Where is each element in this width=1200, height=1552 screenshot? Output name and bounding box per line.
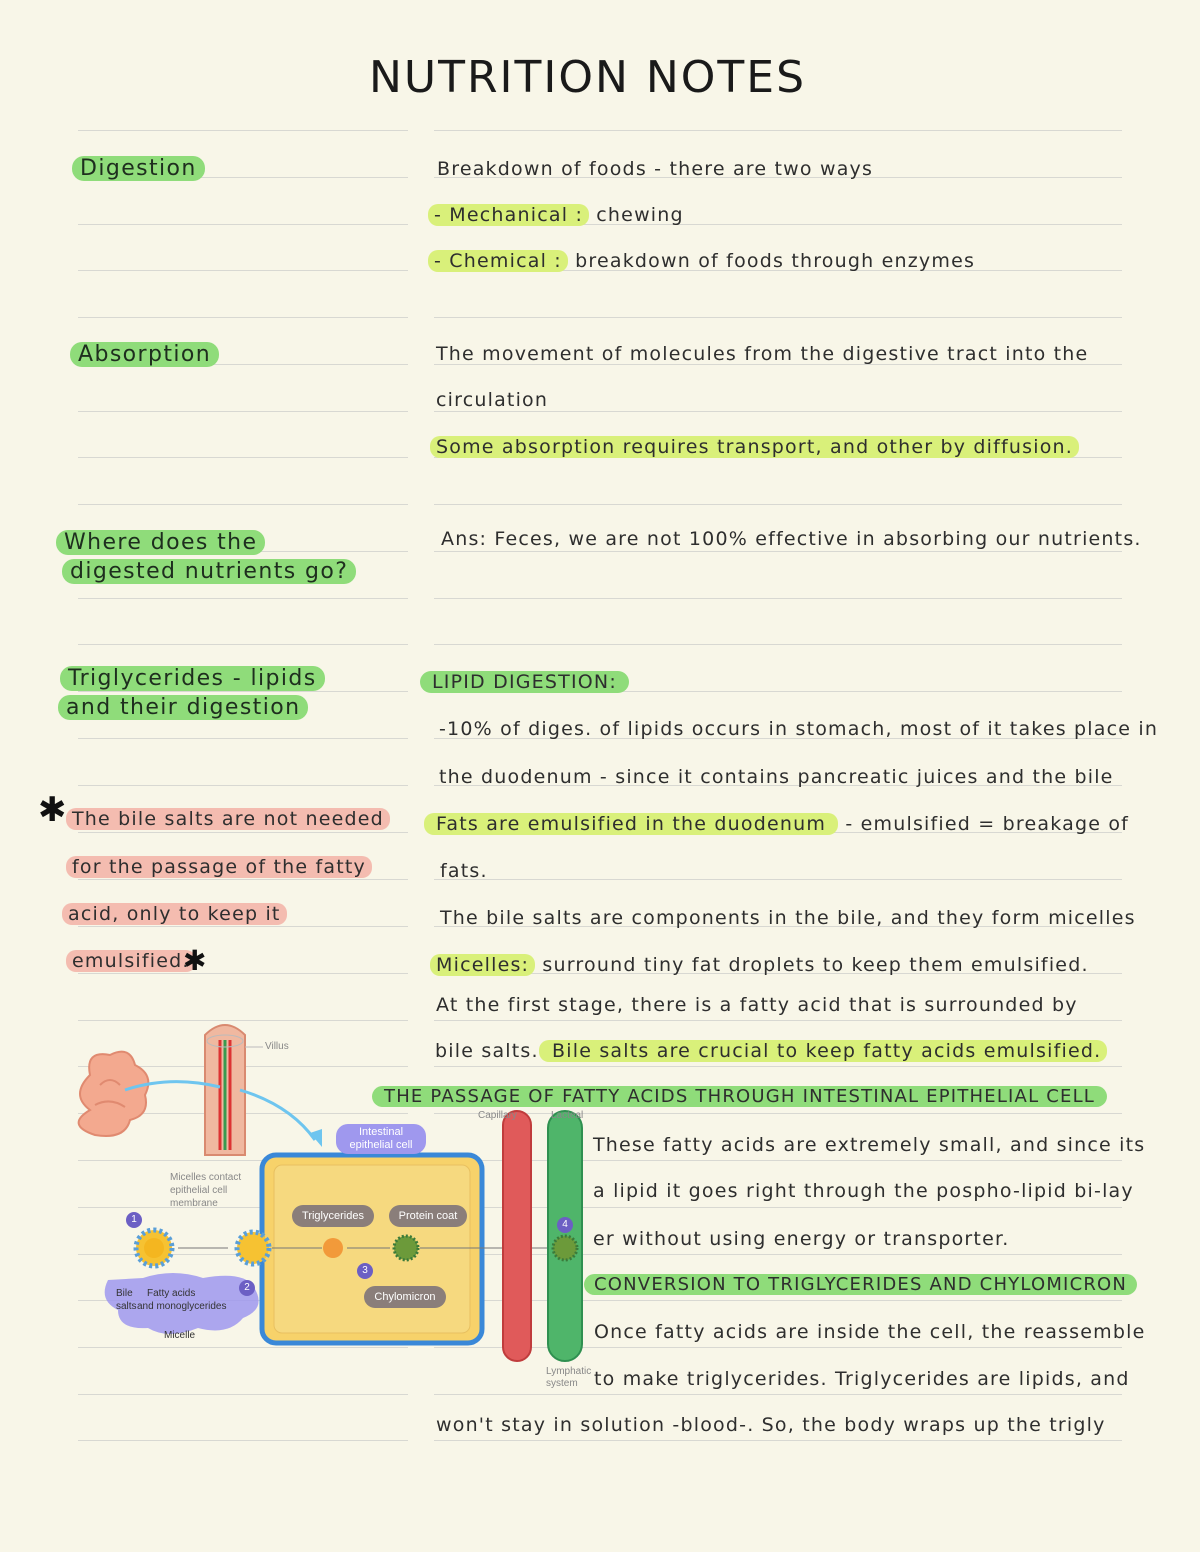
micelles-highlight: Micelles: (430, 954, 535, 976)
small-intestine-icon (79, 1052, 149, 1136)
passage-line2: a lipid it goes right through the pospho-lipid bi-lay (593, 1180, 1134, 1202)
conversion-line3: won't stay in solution -blood-. So, the body wraps up the trigly (436, 1414, 1106, 1436)
ruled-line (78, 598, 408, 599)
heading-triglycerides-line1: Triglycerides - lipids (60, 666, 325, 691)
lipid-line1: -10% of diges. of lipids occurs in stomach, most of it takes place in (439, 718, 1159, 740)
ruled-line (78, 973, 408, 974)
note-bile-line4: emulsified. (66, 950, 196, 972)
label-triglycerides: Triglycerides (292, 1205, 374, 1227)
lipid-line5: The bile salts are components in the bile, and they form micelles (440, 907, 1136, 929)
ruled-line (78, 926, 408, 927)
ruled-line (434, 551, 1122, 552)
ruled-line (78, 691, 408, 692)
label-salts: salts (116, 1301, 137, 1312)
capillary-vessel (503, 1111, 531, 1361)
label-protein-coat: Protein coat (389, 1205, 467, 1227)
label-intestinal-cell: Intestinal epithelial cell (336, 1124, 426, 1154)
heading-triglycerides-line2: and their digestion (58, 695, 308, 720)
digestion-line2: - Mechanical : chewing (428, 204, 684, 226)
ruled-line (78, 270, 408, 271)
label-micelles-contact: Micelles contact epithelial cell membrane (170, 1172, 242, 1209)
ruled-line (78, 130, 408, 131)
chylomicron-icon (553, 1236, 577, 1260)
chemical-highlight: - Chemical : (428, 250, 568, 272)
passage-heading: THE PASSAGE OF FATTY ACIDS THROUGH INTESTINAL EPITHELIAL CELL (372, 1086, 1107, 1107)
step-2-badge: 2 (239, 1280, 255, 1296)
ruled-line (78, 457, 408, 458)
heading-absorption: Absorption (70, 342, 219, 367)
ruled-line (434, 130, 1122, 131)
lipid-line6: Micelles: surround tiny fat droplets to keep them emulsified. (430, 954, 1089, 976)
ruled-line (78, 317, 408, 318)
mechanical-highlight: - Mechanical : (428, 204, 589, 226)
micelle-contact-icon (237, 1232, 269, 1264)
answer-text: Ans: Feces, we are not 100% effective in absorbing our nutrients. (441, 528, 1142, 550)
absorption-highlight: Some absorption requires transport, and other by diffusion. (430, 436, 1079, 458)
bile-salts-highlight: Bile salts are crucial to keep fatty acids emulsified. (539, 1040, 1108, 1062)
ruled-line (78, 785, 408, 786)
label-micelle: Micelle (164, 1330, 196, 1341)
step-1-badge: 1 (126, 1212, 142, 1228)
arrow-icon (240, 1090, 315, 1140)
ruled-line (434, 1440, 1122, 1441)
lipid-digestion-heading: LIPID DIGESTION: (420, 671, 629, 693)
conversion-line2: to make triglycerides. Triglycerides are lipids, and (594, 1368, 1130, 1390)
ruled-line (78, 644, 408, 645)
digestion-line3: - Chemical : breakdown of foods through enzymes (428, 250, 975, 272)
heading-digestion: Digestion (72, 156, 205, 181)
star-icon: ✱ (183, 944, 207, 977)
lipid-line2: the duodenum - since it contains pancreatic juices and the bile (439, 766, 1114, 788)
passage-line3: er without using energy or transporter. (593, 1228, 1010, 1250)
note-bile-line3: acid, only to keep it (62, 903, 287, 925)
label-lymphatic: Lymphatic system (546, 1366, 592, 1389)
note-bile-line2: for the passage of the fatty (66, 856, 372, 878)
lipid-line4: fats. (440, 860, 488, 882)
absorption-line1: The movement of molecules from the digestive tract into the (436, 343, 1089, 365)
lipid-line7: At the first stage, there is a fatty acid that is surrounded by (436, 994, 1078, 1016)
ruled-line (78, 411, 408, 412)
note-bile-line1: The bile salts are not needed (66, 808, 390, 830)
label-fatty-acids: Fatty acids (147, 1288, 196, 1299)
villus-icon (205, 1025, 263, 1155)
label-monoglycerides: and monoglycerides (137, 1301, 227, 1312)
triglyceride-droplet-icon (323, 1238, 343, 1258)
digestion-line1: Breakdown of foods - there are two ways (437, 158, 874, 180)
label-villus: Villus (265, 1041, 289, 1052)
absorption-line2: circulation (436, 389, 549, 411)
ruled-line (78, 1440, 408, 1441)
step-4-badge: 4 (557, 1217, 573, 1233)
ruled-line (78, 879, 408, 880)
ruled-line (78, 832, 408, 833)
ruled-line (78, 738, 408, 739)
conversion-heading: CONVERSION TO TRIGLYCERIDES AND CHYLOMICRON (584, 1274, 1137, 1295)
heading-where-line2: digested nutrients go? (62, 559, 356, 584)
ruled-line (434, 644, 1122, 645)
conversion-line1: Once fatty acids are inside the cell, the reassemble (594, 1321, 1146, 1343)
heading-where-line1: Where does the (56, 530, 265, 555)
step-3-badge: 3 (357, 1263, 373, 1279)
ruled-line (434, 879, 1122, 880)
label-capillary: Capillary (478, 1110, 517, 1121)
emulsified-highlight: Fats are emulsified in the duodenum (424, 813, 838, 835)
ruled-line (434, 317, 1122, 318)
lipid-line8: bile salts. Bile salts are crucial to keep fatty acids emulsified. (435, 1040, 1107, 1062)
ruled-line (434, 598, 1122, 599)
ruled-line (78, 504, 408, 505)
star-icon: ✱ (38, 790, 67, 830)
label-lacteal: Lacteal (551, 1110, 584, 1121)
ruled-line (434, 411, 1122, 412)
chylomicron-icon (394, 1236, 418, 1260)
ruled-line (434, 504, 1122, 505)
lipid-line3: Fats are emulsified in the duodenum - emulsified = breakage of (424, 813, 1129, 835)
label-chylomicron: Chylomicron (364, 1286, 446, 1308)
page-title: NUTRITION NOTES (368, 52, 807, 103)
passage-line1: These fatty acids are extremely small, and since its (593, 1134, 1146, 1156)
label-bile: Bile (116, 1288, 133, 1299)
ruled-line (78, 224, 408, 225)
